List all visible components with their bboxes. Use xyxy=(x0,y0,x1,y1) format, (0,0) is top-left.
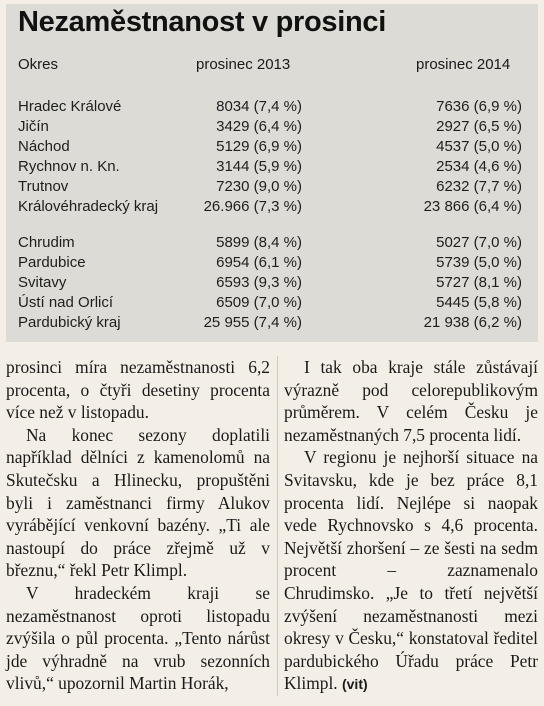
unemployment-table xyxy=(6,4,538,342)
district-name: Jičín xyxy=(18,118,49,135)
value-2014: 23 866 (6,4 %) xyxy=(423,198,522,215)
table-row xyxy=(6,118,538,138)
table-title: Nezaměstnanost v prosinci xyxy=(18,6,386,38)
value-2013: 5899 (8,4 %) xyxy=(216,234,302,251)
value-2013: 3429 (6,4 %) xyxy=(216,118,302,135)
table-row xyxy=(6,274,538,294)
column-header-2014: prosinec 2014 xyxy=(416,56,511,73)
district-name: Ústí nad Orlicí xyxy=(18,294,114,311)
table-row xyxy=(6,178,538,198)
value-2014: 21 938 (6,2 %) xyxy=(423,314,522,331)
value-2013: 26.966 (7,3 %) xyxy=(203,198,302,215)
table-row xyxy=(6,138,538,158)
value-2013: 6509 (7,0 %) xyxy=(216,294,302,311)
district-name: Pardubice xyxy=(18,254,86,271)
district-name: Chrudim xyxy=(18,234,75,251)
value-2014: 2927 (6,5 %) xyxy=(436,118,522,135)
value-2014: 5739 (5,0 %) xyxy=(436,254,522,271)
value-2014: 6232 (7,7 %) xyxy=(436,178,522,195)
value-2013: 8034 (7,4 %) xyxy=(216,98,302,115)
value-2013: 6593 (9,3 %) xyxy=(216,274,302,291)
district-name: Trutnov xyxy=(18,178,69,195)
column-header-okres: Okres xyxy=(18,56,59,73)
value-2014: 5445 (5,8 %) xyxy=(436,294,522,311)
district-name: Svitavy xyxy=(18,274,67,291)
table-row xyxy=(6,254,538,274)
value-2014: 5027 (7,0 %) xyxy=(436,234,522,251)
article-paragraph: Na konec sezony doplatili například dělníci z kamenolomů na Skutečsku a Hlinecku, propuštěni byli i zaměstnanci firmy Alukov vyrábějící venkovní bazény. „Ti ale nastoupí do práce zřejmě už v březnu,“ řekl Petr Klimpl. xyxy=(6,424,270,581)
column-header-2013: prosinec 2013 xyxy=(196,56,291,73)
value-2014: 7636 (6,9 %) xyxy=(436,98,522,115)
table-row xyxy=(6,294,538,314)
article-column-right xyxy=(284,356,538,696)
district-name: Náchod xyxy=(18,138,70,155)
table-row xyxy=(6,158,538,178)
article-column-left xyxy=(6,356,270,695)
value-2013: 7230 (9,0 %) xyxy=(216,178,302,195)
district-name: Hradec Králové xyxy=(18,98,122,115)
value-2014: 5727 (8,1 %) xyxy=(436,274,522,291)
table-row xyxy=(6,98,538,118)
table-row xyxy=(6,234,538,254)
value-2013: 5129 (6,9 %) xyxy=(216,138,302,155)
value-2013: 3144 (5,9 %) xyxy=(216,158,302,175)
article-paragraph: V hradeckém kraji se nezaměstnanost oproti listopadu zvýšila o půl procenta. „Tento nárůst jde výhradně na vrub sezonních vlivů,“ upozornil Martin Horák, xyxy=(6,582,270,694)
value-2014: 2534 (4,6 %) xyxy=(436,158,522,175)
table-row-region-total xyxy=(6,314,538,334)
district-name: Pardubický kraj xyxy=(18,314,121,331)
table-row-region-total xyxy=(6,198,538,218)
article-paragraph: I tak oba kraje stále zůstávají výrazně pod celorepublikovým průměrem. V celém Česku je nezaměstnaných 7,5 procenta lidí. xyxy=(284,357,538,445)
article-paragraph xyxy=(284,446,538,696)
district-name: Královéhradecký kraj xyxy=(18,198,159,215)
value-2014: 4537 (5,0 %) xyxy=(436,138,522,155)
value-2013: 6954 (6,1 %) xyxy=(216,254,302,271)
value-2013: 25 955 (7,4 %) xyxy=(203,314,302,331)
district-name: Rychnov n. Kn. xyxy=(18,158,120,175)
article-paragraph: prosinci míra nezaměstnanosti 6,2 procenta, o čtyři desetiny procenta více než v listopadu. xyxy=(6,357,270,423)
author-signature: (vit) xyxy=(341,676,368,693)
article-paragraph-text: V regionu je nejhorší situace na Svitavsku, kde je bez práce 8,1 procenta lidí. Nejlépe si naopak vede Rychnovsko s 4,6 procenta. Největší zhoršení – ze šesti na sedm procent – zaznamenalo Chrudimsko. „Je to třetí největší zvýšení nezaměstnanosti mezi okresy v Česku,“ konstatoval ředitel pardubického Úřadu práce Petr Klimpl. xyxy=(284,447,538,694)
column-divider xyxy=(277,356,278,696)
